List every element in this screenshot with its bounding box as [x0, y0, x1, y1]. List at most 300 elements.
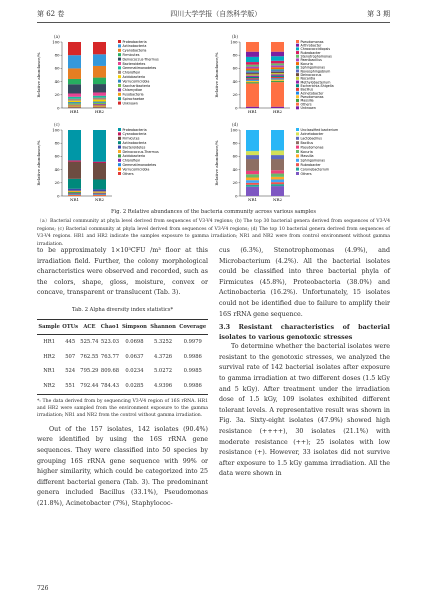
legend-swatch: [296, 51, 299, 54]
legend-label: Unclassified bacterium: [300, 127, 339, 132]
legend-swatch: [118, 66, 121, 69]
table-cell: 795.29: [80, 368, 99, 375]
legend-swatch: [118, 75, 121, 78]
bar-segment: [271, 80, 284, 81]
left-paragraph-2: Out of the 157 isolates, 142 isolates (90.4%) were identified by using the 16S rRNA gene sequences. They were classified into 50 species by grouping 16S rRNA gene sequence with 99% or higher similarity, which could be categorized into 25 different bacterial genera (Tab. 3). The predominant genera included Bacillus (33.1%), Pseudomonas (21.8%), Acinetobacter (7%), Staphylococ-: [37, 425, 208, 507]
alpha-diversity-table: [37, 319, 208, 395]
table-header: Coverage: [178, 319, 208, 335]
table-cell: 0.9986: [183, 353, 202, 360]
bar-segment: [271, 182, 284, 184]
left-column: [37, 246, 208, 510]
bar-segment: [246, 107, 259, 108]
bar-segment: [93, 195, 106, 196]
bar-segment: [246, 83, 259, 106]
bar-segment: [68, 192, 81, 193]
x-tick-label: NR1: [247, 197, 258, 202]
y-tick-label: 60: [232, 65, 238, 71]
bar-segment: [68, 194, 81, 195]
table-cell: HR1: [43, 339, 55, 346]
legend-swatch: [296, 168, 299, 171]
legend-label: Acidobacteria: [122, 154, 146, 159]
legend-label: Kocuria: [300, 61, 313, 66]
legend-swatch: [118, 154, 121, 157]
y-tick-label: 40: [54, 78, 60, 84]
legend-swatch: [118, 128, 121, 131]
table-cell: 0.9986: [178, 379, 208, 394]
legend-swatch: [296, 55, 299, 58]
bar-segment: [93, 92, 106, 95]
legend-swatch: [296, 137, 299, 140]
y-tick-label: 100: [230, 127, 238, 133]
table-header-row: [37, 319, 208, 335]
bar-segment: [68, 162, 81, 179]
legend-swatch: [118, 141, 121, 144]
chart-b-svg: [212, 34, 392, 122]
bar-segment: [68, 55, 81, 68]
legend-swatch: [296, 44, 299, 47]
table-cell: NR2: [37, 379, 61, 394]
bar-segment: [246, 67, 259, 69]
bar-segment: [246, 77, 259, 78]
table-cell: 792.44: [79, 379, 100, 394]
legend-swatch: [118, 44, 121, 47]
y-tick-label: 0: [235, 193, 238, 199]
bar-segment: [93, 191, 106, 192]
bar-segment: [68, 101, 81, 102]
table-header: OTUs: [61, 319, 79, 335]
legend-swatch: [118, 80, 121, 83]
legend-swatch: [118, 159, 121, 162]
bar-segment: [246, 74, 259, 75]
y-tick-label: 20: [54, 92, 60, 98]
y-tick-label: 40: [232, 78, 238, 84]
y-tick-label: 100: [230, 39, 238, 45]
table-row: [37, 335, 208, 350]
y-axis-label: Relative abundance/%: [36, 52, 41, 98]
y-tick-label: 20: [54, 180, 60, 186]
table-cell: 762.55: [80, 353, 99, 360]
legend-label: Others: [300, 102, 312, 107]
y-tick-label: 100: [52, 127, 60, 133]
bar-segment: [68, 102, 81, 103]
legend-swatch: [296, 47, 299, 50]
legend-swatch: [296, 172, 299, 175]
bar-segment: [271, 177, 284, 180]
bar-segment: [271, 81, 284, 82]
legend-label: Bacteroidetes: [122, 145, 146, 150]
y-axis-label: Relative abundance/%: [214, 52, 219, 98]
x-tick-label: NR1: [69, 197, 80, 202]
legend-label: Chroococcidiopsis: [300, 47, 331, 52]
legend-label: Nocardia: [300, 76, 316, 81]
bar-segment: [68, 195, 81, 196]
right-column: [219, 246, 390, 480]
bar-segment: [246, 65, 259, 67]
bar-segment: [271, 170, 284, 173]
legend-swatch: [296, 132, 299, 135]
bar-segment: [93, 54, 106, 66]
bar-segment: [68, 160, 81, 161]
figure-caption: Fig. 2 Relative abundances of the bacteria community across various samples: [110, 209, 317, 215]
table-cell: 5.3252: [153, 339, 173, 346]
legend-label: Firmicutes: [122, 53, 140, 57]
bar-segment: [68, 107, 81, 108]
legend-label: Cyanobacteria: [122, 132, 147, 137]
bar-segment: [271, 63, 284, 65]
page-number: 726: [37, 585, 49, 592]
legend-swatch: [296, 106, 299, 109]
volume-label: 第 62 卷: [37, 10, 65, 18]
bar-segment: [246, 52, 259, 57]
legend-label: Verrucomicrobia: [122, 79, 150, 84]
bar-segment: [271, 56, 284, 61]
legend-swatch: [296, 40, 299, 43]
bar-segment: [271, 180, 284, 183]
legend-swatch: [296, 73, 299, 76]
legend-swatch: [118, 132, 121, 135]
bar-segment: [93, 189, 106, 191]
legend-swatch: [118, 163, 121, 166]
bar-segment: [93, 193, 106, 194]
y-tick-label: 20: [232, 92, 238, 98]
y-axis-label: Relative abundance/%: [36, 140, 41, 186]
panel-label-d: (d): [232, 122, 238, 127]
legend-label: Cyanobacteria: [122, 48, 147, 53]
bar-segment: [93, 103, 106, 104]
bar-segment: [246, 180, 259, 183]
bar-segment: [93, 107, 106, 108]
table-note: *: The data derived from by sequencing V3-V4 region of 16S rRNA. HR1 and HR2 were sampled from the environment exposure to the gamma irradiation; NR1 and NR2 from the control without gamma irradiation.: [37, 398, 208, 419]
bar-segment: [246, 80, 259, 81]
bar-segment: [93, 195, 106, 196]
bar-segment: [93, 105, 106, 106]
legend-label: Bacillus: [300, 141, 314, 145]
table-cell: 5.0272: [153, 368, 173, 375]
bar-segment: [271, 184, 284, 186]
journal-title: 四川大学学报（自然科学版）: [170, 10, 262, 18]
bar-segment: [246, 78, 259, 79]
bar-segment: [246, 183, 259, 185]
legend-label: Acinetobacter: [300, 132, 324, 137]
legend-swatch: [296, 99, 299, 102]
bar-segment: [271, 72, 284, 73]
bar-segment: [246, 155, 259, 159]
table-cell: 809.68: [100, 368, 120, 375]
chart-panel-a: [34, 34, 214, 122]
x-tick-label: HR1: [69, 109, 80, 114]
panel-label-a: (a): [54, 34, 60, 39]
legend-label: Unknown: [122, 101, 138, 106]
table-cell: 784.43: [100, 379, 121, 394]
legend-label: Chlamydiae: [122, 88, 143, 93]
legend-swatch: [296, 159, 299, 162]
legend-label: Chloroflexi: [122, 70, 141, 75]
bar-segment: [68, 42, 81, 55]
legend-label: Pseudomonas: [300, 95, 324, 100]
legend-swatch: [118, 102, 121, 105]
bar-segment: [68, 105, 81, 106]
bar-segment: [271, 76, 284, 77]
legend-label: Stenotrophomonas: [300, 54, 332, 59]
chart-panel-b: [212, 34, 392, 122]
bar-segment: [246, 62, 259, 65]
bar-segment: [93, 162, 106, 163]
legend-label: Rubrobacter: [300, 50, 321, 55]
legend-label: Actinobacteria: [122, 141, 147, 145]
legend-label: Kocuria: [300, 149, 313, 154]
table-cell: 445: [65, 339, 76, 346]
table-cell: 0.0637: [125, 353, 144, 360]
bar-segment: [68, 84, 81, 93]
bar-segment: [68, 97, 81, 99]
table-cell: 551: [61, 379, 79, 394]
table-cell: 0.9979: [183, 339, 202, 346]
legend-label: Arthrobacter: [300, 43, 322, 48]
legend-label: Escherichia-Shigella: [300, 84, 334, 89]
bar-segment: [271, 69, 284, 70]
table-cell: 525.74: [80, 339, 99, 346]
bar-segment: [271, 74, 284, 75]
bar-segment: [68, 195, 81, 196]
legend-label: Chloroflexi: [122, 158, 141, 163]
legend-label: Verrucomicrobia: [122, 167, 150, 172]
bar-segment: [271, 77, 284, 78]
bar-segment: [271, 130, 284, 150]
bar-segment: [68, 103, 81, 104]
legend-label: Fusobacteria: [122, 92, 144, 97]
table-cell: 524: [65, 368, 76, 375]
bar-segment: [246, 57, 259, 62]
x-tick-label: HR2: [272, 109, 283, 114]
bar-segment: [68, 79, 81, 84]
x-tick-label: NR2: [94, 197, 105, 202]
y-tick-label: 80: [232, 52, 238, 58]
bar-segment: [271, 150, 284, 155]
y-tick-label: 60: [54, 153, 60, 159]
bar-segment: [93, 98, 106, 100]
legend-swatch: [296, 58, 299, 61]
bar-segment: [271, 42, 284, 52]
bar-segment: [93, 163, 106, 180]
legend-label: Gemmatimonadetes: [122, 66, 157, 71]
bar-segment: [246, 174, 259, 177]
bar-segment: [246, 159, 259, 171]
legend-label: Methylobacterium: [300, 80, 331, 85]
table-row: [37, 364, 208, 379]
bar-segment: [246, 178, 259, 181]
y-tick-label: 80: [54, 52, 60, 58]
legend-label: Others: [300, 171, 312, 176]
table-header: Simpson: [120, 319, 148, 335]
y-tick-label: 20: [232, 180, 238, 186]
bar-segment: [271, 70, 284, 71]
bar-segment: [246, 82, 259, 83]
bar-segment: [246, 76, 259, 77]
bar-segment: [93, 194, 106, 195]
legend-label: Deinococcus: [300, 72, 322, 77]
panel-label-c: (c): [54, 122, 60, 127]
legend-swatch: [296, 84, 299, 87]
legend-swatch: [118, 93, 121, 96]
panel-label-b: (b): [232, 34, 238, 39]
legend-swatch: [296, 62, 299, 65]
bar-segment: [271, 174, 284, 177]
bar-segment: [246, 187, 259, 196]
legend-label: Deinococcus-Thermus: [122, 57, 159, 62]
legend-swatch: [296, 128, 299, 131]
bar-segment: [246, 171, 259, 174]
table-cell: 507: [65, 353, 76, 360]
bar-segment: [93, 66, 106, 78]
bar-segment: [93, 102, 106, 103]
bar-segment: [271, 155, 284, 159]
legend-swatch: [118, 49, 121, 52]
legend-label: Firmicutes: [122, 136, 140, 141]
legend-label: Sphingomonas: [300, 65, 325, 70]
figure-note: （a）Bacterial community at phyla level derived from sequences of V3-V4 regions; (b) The top 30 bacterial genera derived from sequences of V3-V4 regions; (c) Bacterial community at phyla level derived from sequences of V3-V4 regions; (d) The top 10 bacterial genera derived from sequences of V3-V4 regions. HR1 and HR2 indicate the samples exposure to gamma irradiation; NR1 and NR2 were from control environment without gamma irradiation.: [37, 219, 390, 247]
table-cell: 523.03: [100, 339, 120, 346]
legend-label: Bacteroidetes: [122, 61, 146, 66]
bar-segment: [93, 104, 106, 105]
legend-swatch: [118, 53, 121, 56]
legend-swatch: [118, 137, 121, 140]
legend-swatch: [118, 97, 121, 100]
legend-label: Proteobacteria: [122, 39, 147, 44]
bar-segment: [68, 189, 81, 191]
bar-segment: [68, 68, 81, 79]
bar-segment: [93, 107, 106, 108]
legend-swatch: [118, 88, 121, 91]
bar-segment: [271, 73, 284, 74]
legend-label: Bacillus: [300, 87, 314, 92]
legend-label: Acidobacteria: [122, 75, 146, 79]
legend-swatch: [118, 40, 121, 43]
bar-segment: [93, 193, 106, 194]
bar-segment: [246, 70, 259, 71]
table-cell: 0.0285: [120, 379, 148, 394]
legend-label: Spirochaetae: [122, 97, 145, 101]
legend-swatch: [296, 69, 299, 72]
chart-panel-c: [34, 122, 214, 210]
bar-segment: [68, 99, 81, 101]
bar-segment: [271, 65, 284, 67]
legend-label: Massilia: [300, 154, 314, 159]
legend-swatch: [296, 81, 299, 84]
bar-segment: [68, 130, 81, 160]
bar-segment: [246, 69, 259, 71]
bar-segment: [246, 151, 259, 155]
legend-swatch: [118, 58, 121, 61]
legend-swatch: [296, 77, 299, 80]
table-cell: 0.0234: [125, 368, 144, 375]
legend-label: Unknown: [300, 106, 316, 111]
legend-label: Novosphingobium: [300, 69, 331, 74]
bar-segment: [246, 72, 259, 73]
legend-label: Acinetobacter: [300, 91, 324, 96]
table-cell: 0.0698: [125, 339, 144, 346]
running-header: [37, 8, 390, 20]
legend-swatch: [118, 71, 121, 74]
x-tick-label: HR2: [94, 109, 105, 114]
y-tick-label: 0: [57, 193, 60, 199]
table-cell: 0.9985: [183, 368, 202, 375]
legend-label: Pseudomonas: [300, 145, 324, 150]
table-header: Chao1: [100, 319, 121, 335]
bar-segment: [271, 107, 284, 108]
legend-swatch: [118, 84, 121, 87]
legend-label: Actinobacteria: [122, 44, 147, 49]
table-header: Sample: [37, 319, 61, 335]
x-tick-label: HR1: [247, 109, 258, 114]
table-header: Shannon: [149, 319, 178, 335]
legend-swatch: [296, 95, 299, 98]
legend-swatch: [296, 88, 299, 91]
bar-segment: [93, 100, 106, 102]
bar-segment: [271, 159, 284, 170]
table-header: ACE: [79, 319, 100, 335]
legend-label: Gemmatimonadetes: [122, 163, 157, 167]
bar-segment: [246, 185, 259, 187]
chart-d-svg: [212, 122, 392, 210]
bar-segment: [93, 42, 106, 54]
legend-label: Massilia: [300, 98, 314, 103]
bar-segment: [93, 78, 106, 84]
legend-swatch: [118, 146, 121, 149]
legend-swatch: [296, 92, 299, 95]
legend-swatch: [296, 103, 299, 106]
table-cell: HR2: [43, 353, 55, 360]
bar-segment: [246, 42, 259, 52]
legend-swatch: [296, 150, 299, 153]
y-tick-label: 80: [232, 140, 238, 146]
bar-segment: [93, 130, 106, 162]
y-tick-label: 100: [52, 39, 60, 45]
bar-segment: [246, 81, 259, 82]
legend-swatch: [118, 62, 121, 65]
bar-segment: [93, 96, 106, 98]
bar-segment: [68, 193, 81, 194]
table-cell: NR1: [43, 368, 55, 375]
legend-swatch: [118, 168, 121, 171]
legend-label: Sphingomonas: [300, 158, 325, 163]
bar-segment: [68, 107, 81, 108]
table-cell: 4.9396: [149, 379, 178, 394]
bar-segment: [68, 179, 81, 189]
chart-c-svg: [34, 122, 214, 210]
legend-label: Rubrobacter: [300, 163, 321, 167]
chart-panel-d: [212, 122, 392, 210]
legend-swatch: [296, 163, 299, 166]
legend-swatch: [296, 66, 299, 69]
bar-segment: [68, 93, 81, 96]
table-row: [37, 350, 208, 365]
bar-segment: [271, 67, 284, 69]
y-tick-label: 60: [232, 153, 238, 159]
right-paragraph-2: To determine whether the bacterial isolates were resistant to the genotoxic stresses, we analyzed the survival rate of 142 bacterial isolates after exposure to gamma irradiation at two different doses (1.5 kGy and 5 kGy). After treatment under the irradiation dose of 1.5 kGy, 109 isolates exhibited different tolerant levels. A representative result was shown in Fig. 3a. Sixty-eight isolates (47.9%) showed high resistance (++++), 30 isolates (21.1%) with moderate resistance (++); 25 isolates with low resistance (+). However, 33 isolates did not survive after exposure to 1.5 kGy gamma irradiation. All the data were shown in: [219, 343, 390, 478]
legend-swatch: [296, 146, 299, 149]
section-heading: 3.3 Resistant characteristics of bacterial isolates to various genotoxic stresses: [219, 323, 390, 342]
y-tick-label: 0: [235, 105, 238, 111]
bar-segment: [271, 61, 284, 64]
legend-swatch: [118, 172, 121, 175]
y-tick-label: 80: [54, 140, 60, 146]
bar-segment: [246, 130, 259, 151]
issue-label: 第 3 期: [367, 10, 390, 18]
bar-segment: [271, 78, 284, 79]
legend-label: Lactobacillus: [300, 136, 322, 141]
legend-label: Deinococcus-Thermus: [122, 149, 159, 154]
left-paragraph-1: to be approximately 1×10³CFU /m³ floor at this irradiation field. Further, the colony morphological characteristics were observed and recorded, such as the colors, shape, gloss, moisture, convex or concave, transparent or translucent (Tab. 3).: [37, 247, 208, 297]
